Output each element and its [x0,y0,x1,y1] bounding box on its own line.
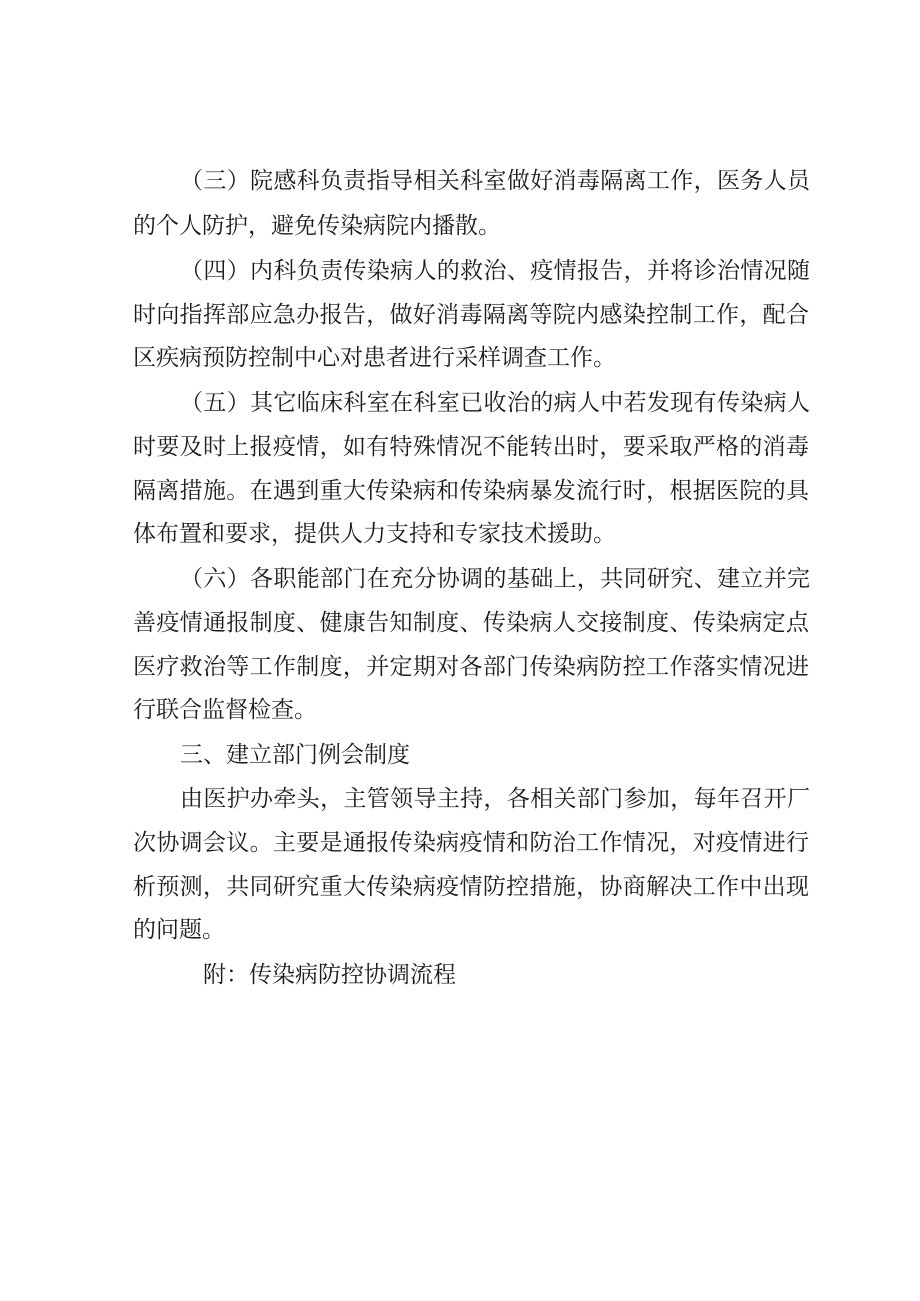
paragraph-3-line-1: （三）院感科负责指导相关科室做好消毒隔离工作，医务人员 [180,168,810,194]
paragraph-6-line-2: 善疫情通报制度、健康告知制度、传染病人交接制度、传染病定点 [133,610,809,636]
paragraph-7-line-3: 析预测，共同研究重大传染病疫情防控措施，协商解决工作中出现 [133,874,809,900]
paragraph-3-line-2: 的个人防护，避免传染病院内播散。 [133,213,501,239]
paragraph-6-line-3: 医疗救治等工作制度，并定期对各部门传染病防控工作落实情况进 [133,654,809,680]
attachment-note: 附：传染病防控协调流程 [203,962,456,988]
paragraph-6-line-1: （六）各职能部门在充分协调的基础上，共同研究、建立并完 [180,566,810,592]
paragraph-5-line-1: （五）其它临床科室在科室已收治的病人中若发现有传染病人 [180,390,810,416]
paragraph-7-line-2: 次协调会议。主要是通报传染病疫情和防治工作情况，对疫情进行 [133,830,809,856]
paragraph-7-line-1: 由医护办牵头，主管领导主持，各相关部门参加，每年召开厂 [180,786,810,812]
paragraph-4-line-1: （四）内科负责传染病人的救治、疫情报告，并将诊治情况随 [180,258,810,284]
paragraph-5-line-2: 时要及时上报疫情，如有特殊情况不能转出时，要采取严格的消毒 [133,434,809,460]
paragraph-5-line-4: 体布置和要求，提供人力支持和专家技术援助。 [133,521,616,547]
paragraph-4-line-2: 时向指挥部应急办报告，做好消毒隔离等院内感染控制工作，配合 [133,302,809,328]
paragraph-6-line-4: 行联合监督检查。 [133,697,317,723]
section-heading-3: 三、建立部门例会制度 [180,742,410,768]
paragraph-7-line-4: 的问题。 [133,917,225,943]
paragraph-4-line-3: 区疾病预防控制中心对患者进行采样调查工作。 [133,345,616,371]
paragraph-5-line-3: 隔离措施。在遇到重大传染病和传染病暴发流行时，根据医院的具 [133,478,809,504]
